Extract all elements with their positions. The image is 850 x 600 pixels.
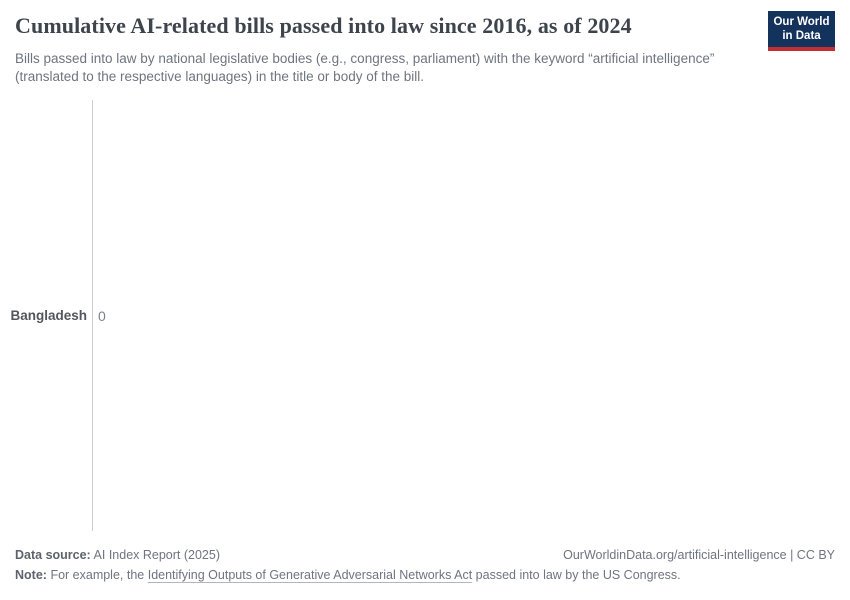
note-line [15, 568, 681, 582]
data-source-line [15, 548, 220, 562]
note-act-link[interactable]: Identifying Outputs of Generative Adversarial Networks Act [147, 568, 473, 582]
citation-text: OurWorldinData.org/artificial-intelligence | CC BY [563, 548, 835, 562]
owid-logo-line2: in Data [782, 29, 821, 42]
chart-title: Cumulative AI-related bills passed into law since 2016, as of 2024 [15, 13, 632, 38]
owid-logo [768, 11, 835, 51]
owid-logo-line1: Our World [773, 16, 830, 28]
data-source-value: AI Index Report (2025) [93, 548, 220, 562]
bar-value-label: 0 [98, 308, 106, 324]
note-text-before: For example, the [50, 568, 145, 582]
data-source-label: Data source: [15, 548, 91, 562]
note-text-after: passed into law by the US Congress. [475, 568, 681, 582]
note-label: Note: [15, 568, 47, 582]
chart-subtitle: Bills passed into law by national legislative bodies (e.g., congress, parliament) with the keyword “artificial intelligence” (translated to the respective languages) in the title or body of the bill. [15, 51, 715, 84]
entity-label-bangladesh: Bangladesh [10, 308, 87, 323]
y-axis-line [92, 100, 93, 531]
